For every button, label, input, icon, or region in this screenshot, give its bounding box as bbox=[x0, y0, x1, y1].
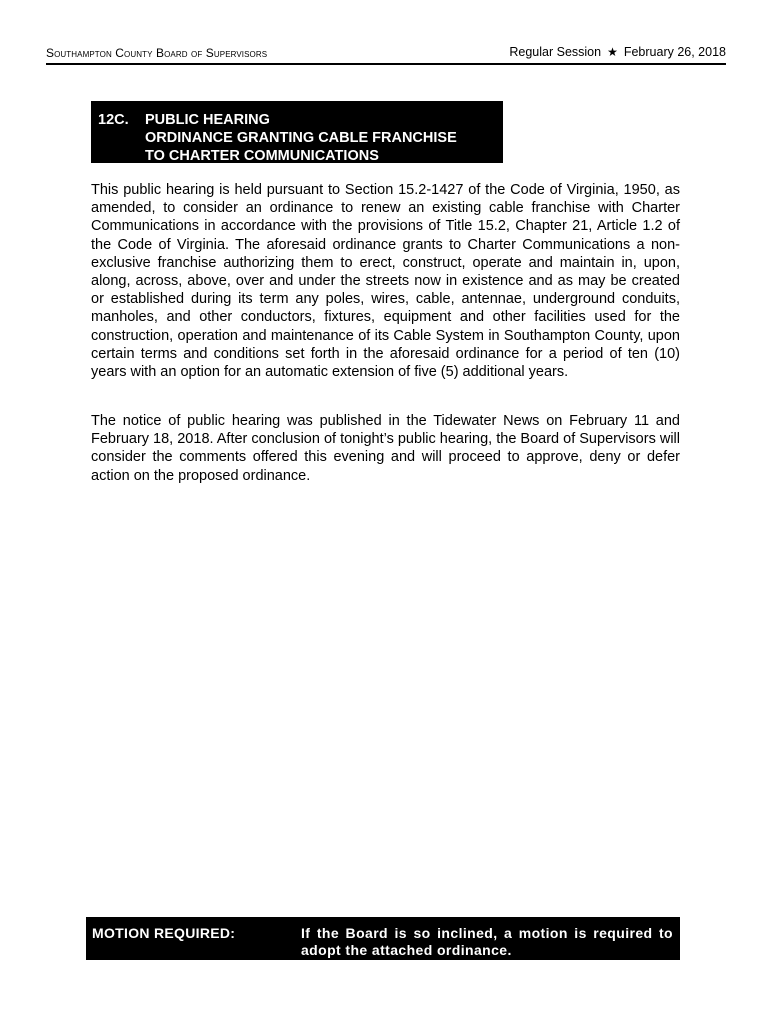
motion-required-box bbox=[86, 917, 680, 960]
title-line: TO CHARTER COMMUNICATIONS bbox=[145, 148, 379, 164]
session-type: Regular Session bbox=[509, 45, 602, 59]
page-header bbox=[46, 45, 726, 65]
organization-name: Southampton County Board of Supervisors bbox=[46, 46, 268, 60]
agenda-item-title bbox=[145, 111, 457, 165]
agenda-item-title-box bbox=[91, 101, 503, 163]
title-line: ORDINANCE GRANTING CABLE FRANCHISE bbox=[145, 130, 457, 146]
title-line: PUBLIC HEARING bbox=[145, 112, 270, 128]
body-paragraph: The notice of public hearing was published in the Tidewater News on February 11 and February 18, 2018. After conclusion of tonight’s public hearing, the Board of Supervisors will consider the comments offered this evening and will proceed to approve, deny or defer action on the proposed ordinance. bbox=[91, 413, 680, 484]
agenda-item-number: 12C. bbox=[98, 112, 129, 128]
body-paragraph: This public hearing is held pursuant to Section 15.2-1427 of the Code of Virginia, 1950, as amended, to consider an ordinance to renew an existing cable franchise with Charter Communications in accordance with the provisions of Title 15.2, Chapter 21, Article 1.2 of the Code of Virginia. The aforesaid ordinance grants to Charter Communications a non-exclusive franchise authorizing them to erect, construct, operate and maintain in, upon, along, across, above, over and under the streets now in existence and as may be created or established during its term any poles, wires, cable, antennae, underground conduits, manholes, and other conductors, fixtures, equipment and other facilities used for the construction, operation and maintenance of its Cable System in Southampton County, upon certain terms and conditions set forth in the aforesaid ordinance for a period of ten (10) years with an option for an automatic extension of five (5) additional years. bbox=[91, 182, 680, 381]
session-info bbox=[509, 45, 726, 59]
star-icon: ★ bbox=[607, 45, 618, 59]
session-date: February 26, 2018 bbox=[623, 45, 726, 59]
motion-label: MOTION REQUIRED: bbox=[92, 925, 236, 941]
motion-text: If the Board is so inclined, a motion is required to adopt the attached ordinance. bbox=[301, 925, 673, 958]
